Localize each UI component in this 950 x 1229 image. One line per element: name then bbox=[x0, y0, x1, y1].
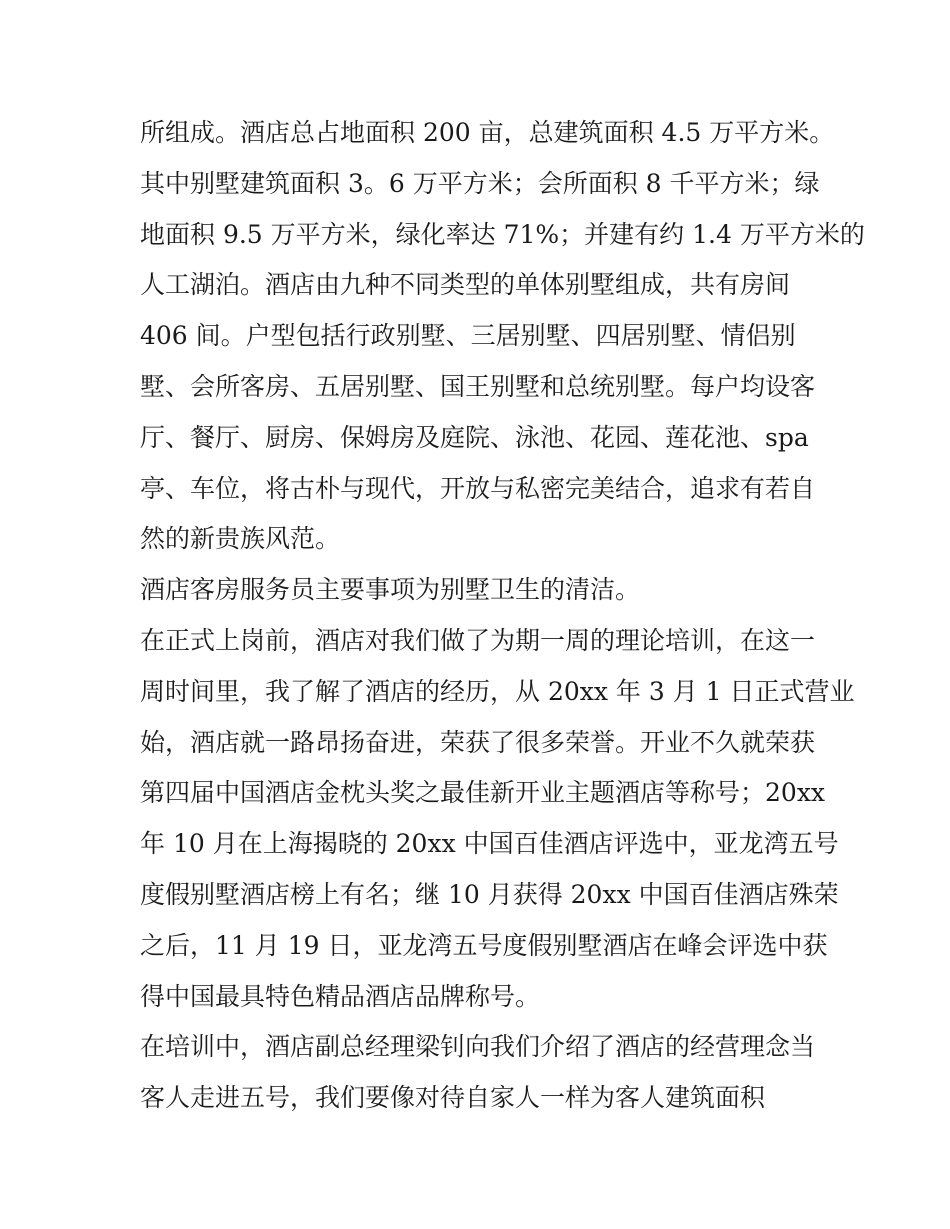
text-line: 然的新贵族风范。 bbox=[140, 524, 341, 554]
paragraph-housekeeping-duty bbox=[140, 565, 816, 616]
text-line: 客人走进五号，我们要像对待自家人一样为客人建筑面积 bbox=[140, 1083, 766, 1113]
text-line: 厅、餐厅、厨房、保姆房及庭院、泳池、花园、莲花池、spa bbox=[140, 422, 809, 452]
text-line: 第四届中国酒店金枕头奖之最佳新开业主题酒店等称号；20xx bbox=[140, 778, 826, 808]
paragraph-training-history bbox=[140, 616, 855, 1022]
body-text bbox=[140, 108, 865, 1124]
text-line: 年 10 月在上海揭晓的 20xx 中国百佳酒店评选中，亚龙湾五号 bbox=[140, 829, 839, 859]
text-line: 人工湖泊。酒店由九种不同类型的单体别墅组成，共有房间 bbox=[140, 270, 791, 300]
text-line: 始，酒店就一路昂扬奋进，荣获了很多荣誉。开业不久就荣获 bbox=[140, 727, 816, 757]
text-line: 周时间里，我了解了酒店的经历，从 20xx 年 3 月 1 日正式营业 bbox=[140, 676, 855, 706]
text-line: 其中别墅建筑面积 3。6 万平方米；会所面积 8 千平方米；绿 bbox=[140, 168, 820, 198]
text-line: 度假别墅酒店榜上有名；继 10 月获得 20xx 中国百佳酒店殊荣 bbox=[140, 879, 839, 909]
text-line: 406 间。户型包括行政别墅、三居别墅、四居别墅、情侣别 bbox=[140, 321, 796, 351]
paragraph-hotel-overview bbox=[140, 108, 865, 565]
paragraph-business-philosophy bbox=[140, 1022, 816, 1124]
text-line: 得中国最具特色精品酒店品牌称号。 bbox=[140, 981, 541, 1011]
text-line: 酒店客房服务员主要事项为别墅卫生的清洁。 bbox=[140, 575, 641, 605]
text-line: 在正式上岗前，酒店对我们做了为期一周的理论培训，在这一 bbox=[140, 625, 816, 655]
text-line: 之后，11 月 19 日，亚龙湾五号度假别墅酒店在峰会评选中获 bbox=[140, 930, 828, 960]
text-line: 地面积 9.5 万平方米，绿化率达 71%；并建有约 1.4 万平方米的 bbox=[140, 219, 865, 249]
text-line: 所组成。酒店总占地面积 200 亩，总建筑面积 4.5 万平方米。 bbox=[140, 118, 835, 147]
text-line: 墅、会所客房、五居别墅、国王别墅和总统别墅。每户均设客 bbox=[140, 371, 816, 401]
text-line: 亭、车位，将古朴与现代，开放与私密完美结合，追求有若自 bbox=[140, 473, 816, 503]
text-line: 在培训中，酒店副总经理梁钊向我们介绍了酒店的经营理念当 bbox=[140, 1032, 816, 1062]
